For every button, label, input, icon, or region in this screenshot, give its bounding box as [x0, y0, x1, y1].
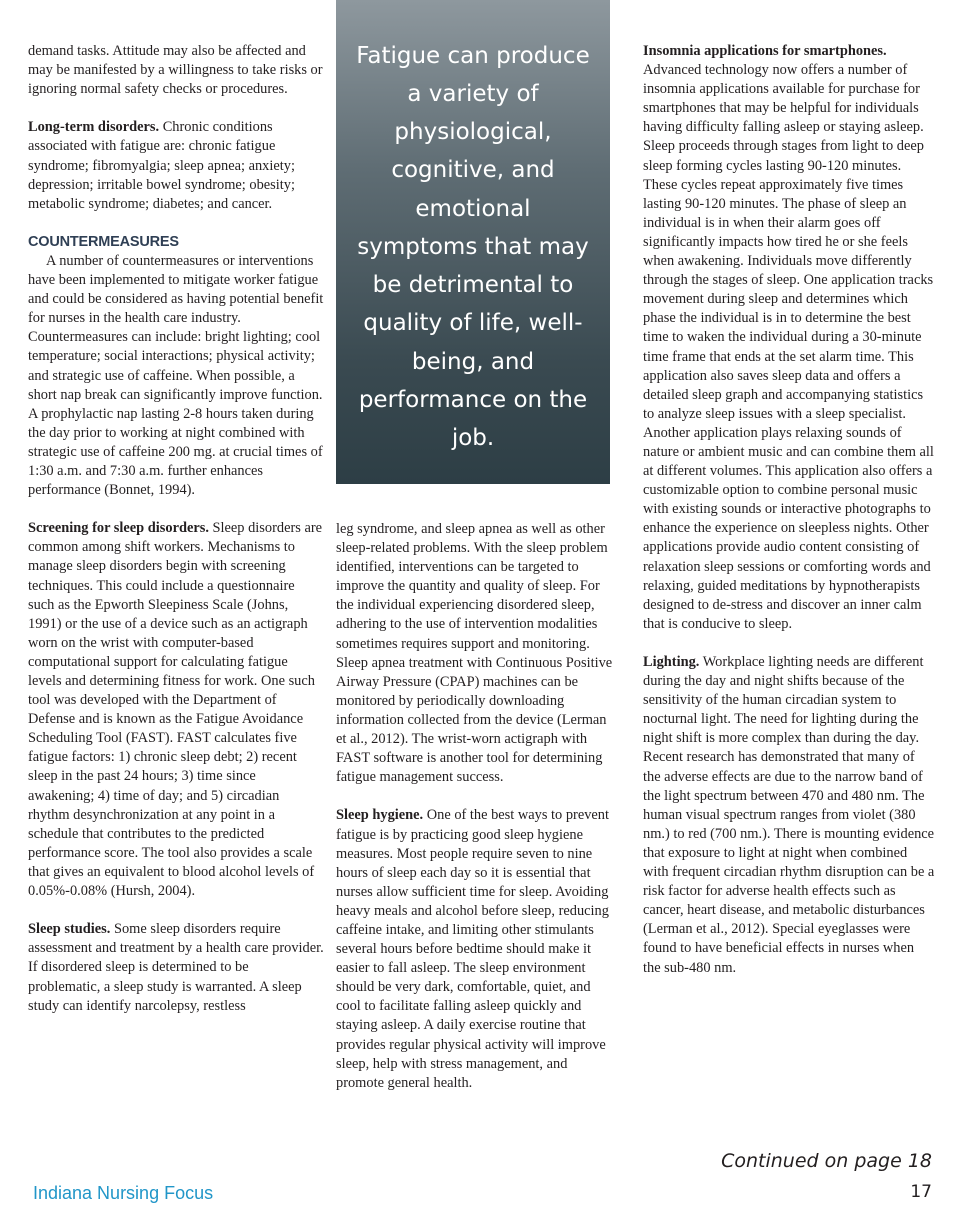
paragraph-countermeasures: A number of countermeasures or interventions have been implemented to mitigate worker fatigue and could be considered as having potential benefit for nurses in the health care industry. Countermeasures can include: bright lighting; cool temperature; social interactions; physical activity; and strategic use of caffeine. When possible, a short nap break can significantly improve function. A prophylactic nap lasting 2-8 hours taken during the day prior to working at night combined with strategic use of caffeine 200 mg. at crucial times of 1:30 a.m. and 7:30 a.m. further enhances performance (Bonnet, 1994). — [28, 252, 324, 499]
paragraph-screening — [28, 519, 324, 901]
paragraph-insomnia-apps — [643, 42, 935, 634]
column-1 — [28, 42, 324, 1035]
page-number: 17 — [910, 1182, 932, 1202]
subhead-long-term-disorders: Long-term disorders. — [28, 119, 160, 136]
continued-on-page-link: Continued on page 18 — [721, 1150, 932, 1172]
pull-quote-box — [336, 0, 610, 484]
body-long-term-disorders: Chronic conditions associated with fatigue are: chronic fatigue syndrome; fibromyalgia; sleep apnea; anxiety; depression; irritable bowel syndrome; obesity; metabolic syndrome; diabetes; and cancer. — [28, 119, 295, 212]
paragraph-intro: demand tasks. Attitude may also be affected and may be manifested by a willingness to take risks or ignoring normal safety checks or procedures. — [28, 43, 323, 98]
subhead-screening: Screening for sleep disorders. — [28, 520, 209, 537]
subhead-lighting: Lighting. — [643, 654, 700, 670]
body-lighting: Workplace lighting needs are different during the day and night shifts because of the sensitivity of the human circadian system to nocturnal light. The need for lighting during the night shift is more complex than during the day. Recent research has demonstrated that many of the adverse effects are due to the narrow band of the light spectrum between 470 and 480 nm. The human visual spectrum ranges from violet (380 nm.) to red (700 nm.). There is mounting evidence that exposure to light at night when combined with frequent circadian rhythm disruption can be a risk factor for adverse health effects such as cancer, heart disease, and metabolic disturbances (Lerman et al., 2012). Special eyeglasses were found to have beneficial effects in nurses when the sub-480 nm. — [643, 654, 935, 976]
column-3 — [643, 42, 935, 997]
body-sleep-studies: Some sleep disorders require assessment and treatment by a health care provider. If disordered sleep is determined to be problematic, a sleep study is warranted. A sleep study can identify narcolepsy, restless — [28, 921, 324, 1014]
paragraph-lighting — [643, 653, 935, 978]
subhead-insomnia-apps: Insomnia applications for smartphones. — [643, 43, 887, 59]
subhead-sleep-studies: Sleep studies. — [28, 921, 111, 938]
paragraph-continuation: leg syndrome, and sleep apnea as well as other sleep-related problems. With the sleep problem identified, interventions can be targeted to improve the quantity and quality of sleep. For the individual experiencing disordered sleep, adhering to the use of intervention modalities sometimes requires support and monitoring. Sleep apnea treatment with Continuous Positive Airway Pressure (CPAP) machines can be monitored by periodically downloading information collected from the device (Lerman et al., 2012). The wrist-worn actigraph with FAST software is another tool for determining fatigue management success. — [336, 521, 613, 786]
body-sleep-hygiene: One of the best ways to prevent fatigue is by practicing good sleep hygiene measures. Most people require seven to nine hours of sleep each day so it is essential that nurses allow sufficient time for sleep. Avoiding heavy meals and alcohol before sleep, reducing caffeine intake, and limiting other stimulants several hours before bedtime should make it easier to fall asleep. The sleep environment should be very dark, comfortable, quiet, and cool to facilitate falling asleep quickly and staying asleep. A daily exercise routine that provides regular physical activity will improve sleep, help with stress management, and promote general health. — [336, 807, 609, 1091]
section-heading-countermeasures: COUNTERMEASURES — [28, 233, 179, 250]
column-2 — [336, 520, 616, 1112]
footer-publication-title: Indiana Nursing Focus — [33, 1183, 214, 1203]
paragraph-long-term-disorders — [28, 118, 324, 213]
body-insomnia-apps: Advanced technology now offers a number of insomnia applications available for purchase for smartphones that may be helpful for individuals having difficulty falling asleep or staying asleep. Sleep proceeds through stages from light to deep sleep forming cycles lasting 90-120 minutes. These cycles repeat approximately five times lasting 90-120 minutes. The phase of sleep an individual is in when their alarm goes off significantly impacts how tired he or she feels when awakening. Individuals move differently through the stages of sleep. One application tracks movement during sleep and determines which phase the individual is in to determine the best time to waken the individual during a 30-minute time frame that ends at the set alarm time. This application also saves sleep data and offers a detailed sleep graph and accompanying statistics to analyze sleep issues with a sleep specialist. Another application plays relaxing sounds of nature or ambient music and can combine them all at different volumes. This application also offers a customizable option to combine personal music with existing sounds or interactive photographs to enhance the experience on sleepless nights. Other applications provide audio content consisting of relaxation sleep sessions or comforting words and relaxing, guided meditations by hypnotherapists designed to de-stress and discover an inner calm that is conducive to sleep. — [643, 62, 934, 632]
pull-quote-text: Fatigue can produce a variety of physiological, cognitive, and emotional symptoms that may be detrimental to quality of life, well-being, and performance on the job. — [356, 42, 590, 451]
body-screening: Sleep disorders are common among shift workers. Mechanisms to manage sleep disorders begin with screening techniques. This could include a questionnaire such as the Epworth Sleepiness Scale (Johns, 1991) or the use of a device such as an actigraph worn on the wrist with computer-based computational support for calculating fatigue levels and determining fitness for work. One such tool was developed with the Department of Defense and is known as the Fatigue Avoidance Scheduling Tool (FAST). FAST calculates five fatigue factors: 1) chronic sleep debt; 2) recent sleep in the past 24 hours; 3) time since awakening; 4) time of day; and 5) circadian rhythm desynchronization at any point in a schedule that contributes to the predicted performance score. The tool also provides a scale that gives an equivalent to blood alcohol levels of 0.05%-0.08% (Hursh, 2004). — [28, 520, 323, 900]
paragraph-sleep-hygiene — [336, 806, 616, 1092]
paragraph-sleep-studies — [28, 920, 324, 1015]
subhead-sleep-hygiene: Sleep hygiene. — [336, 807, 424, 824]
